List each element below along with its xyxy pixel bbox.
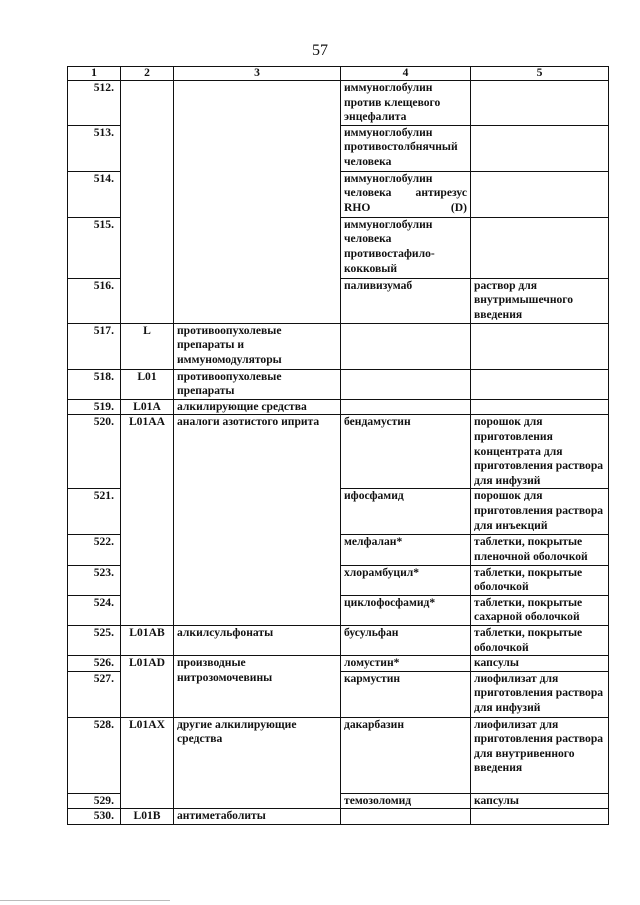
drug-name: темозоломид xyxy=(341,793,471,809)
dosage-form xyxy=(471,81,609,126)
dosage-form: таблетки, покрытые пленочной оболочкой xyxy=(471,535,609,565)
dosage-form xyxy=(471,171,609,217)
drug-name: иммуноглобулин против клещевого энцефалита xyxy=(341,81,471,126)
drug-name xyxy=(341,399,471,415)
atc-code: L01A xyxy=(121,399,174,415)
dosage-form: таблетки, покрытые сахарной оболочкой xyxy=(471,595,609,625)
dosage-form xyxy=(471,399,609,415)
dosage-form: порошок для приготовления концентрата для приготовления раствора для инфузий xyxy=(471,415,609,489)
row-number: 519. xyxy=(68,399,121,415)
row-number: 517. xyxy=(68,323,121,369)
atc-code: L01 xyxy=(121,369,174,399)
group-name: другие алкилирующие средства xyxy=(174,717,341,809)
drug-name: кармустин xyxy=(341,671,471,717)
table-row xyxy=(68,415,609,489)
group-name: антиметаболиты xyxy=(174,809,341,825)
atc-code: L xyxy=(121,323,174,369)
drug-name: ломустин* xyxy=(341,656,471,672)
row-number: 520. xyxy=(68,415,121,489)
group-name: алкилирующие средства xyxy=(174,399,341,415)
row-number: 513. xyxy=(68,125,121,171)
table-row xyxy=(68,656,609,672)
drug-table xyxy=(67,66,609,825)
drug-name: циклофосфамид* xyxy=(341,595,471,625)
drug-name: мелфалан* xyxy=(341,535,471,565)
atc-code: L01B xyxy=(121,809,174,825)
drug-name: иммуноглобулин противостолбнячный человека xyxy=(341,125,471,171)
dosage-form xyxy=(471,369,609,399)
row-number: 512. xyxy=(68,81,121,126)
drug-name: паливизумаб xyxy=(341,278,471,323)
table-row xyxy=(68,323,609,369)
header-col-3: 3 xyxy=(174,67,341,81)
row-number: 526. xyxy=(68,656,121,672)
group-name xyxy=(174,81,341,324)
drug-name xyxy=(341,323,471,369)
group-name: противоопухолевые препараты и иммуномодуляторы xyxy=(174,323,341,369)
drug-name: ифосфамид xyxy=(341,489,471,535)
header-col-2: 2 xyxy=(121,67,174,81)
dosage-form: капсулы xyxy=(471,656,609,672)
row-number: 529. xyxy=(68,793,121,809)
table-row xyxy=(68,625,609,655)
drug-name xyxy=(341,369,471,399)
table-row xyxy=(68,399,609,415)
row-number: 518. xyxy=(68,369,121,399)
atc-code: L01AB xyxy=(121,625,174,655)
drug-name: хлорамбуцил* xyxy=(341,565,471,595)
group-name: аналоги азотистого иприта xyxy=(174,415,341,626)
row-number: 525. xyxy=(68,625,121,655)
dosage-form: раствор для внутримышечного введения xyxy=(471,278,609,323)
row-number: 527. xyxy=(68,671,121,717)
dosage-form xyxy=(471,217,609,278)
dosage-form: лиофилизат для приготовления раствора для инфузий xyxy=(471,671,609,717)
group-name: производные нитрозомочевины xyxy=(174,656,341,718)
group-name: алкилсульфонаты xyxy=(174,625,341,655)
table-row xyxy=(68,369,609,399)
header-row xyxy=(68,67,609,81)
row-number: 514. xyxy=(68,171,121,217)
drug-name: бусульфан xyxy=(341,625,471,655)
dosage-form xyxy=(471,809,609,825)
row-number: 515. xyxy=(68,217,121,278)
footer-divider xyxy=(0,900,170,901)
header-col-4: 4 xyxy=(341,67,471,81)
table-row xyxy=(68,81,609,126)
atc-code xyxy=(121,81,174,324)
group-name: противоопухолевые препараты xyxy=(174,369,341,399)
table-row xyxy=(68,809,609,825)
header-col-5: 5 xyxy=(471,67,609,81)
dosage-form: порошок для приготовления раствора для инъекций xyxy=(471,489,609,535)
atc-code: L01AX xyxy=(121,717,174,809)
row-number: 528. xyxy=(68,717,121,793)
drug-name: иммуноглобулин человека антирезус RHO (D) xyxy=(341,171,471,217)
row-number: 516. xyxy=(68,278,121,323)
drug-name: иммуноглобулин человека противостафило-кокковый xyxy=(341,217,471,278)
page-number: 57 xyxy=(312,42,328,59)
row-number: 530. xyxy=(68,809,121,825)
dosage-form: капсулы xyxy=(471,793,609,809)
row-number: 524. xyxy=(68,595,121,625)
atc-code: L01AA xyxy=(121,415,174,626)
header-col-1: 1 xyxy=(68,67,121,81)
atc-code: L01AD xyxy=(121,656,174,718)
dosage-form xyxy=(471,323,609,369)
dosage-form: лиофилизат для приготовления раствора для внутривенного введения xyxy=(471,717,609,793)
dosage-form: таблетки, покрытые оболочкой xyxy=(471,565,609,595)
row-number: 522. xyxy=(68,535,121,565)
dosage-form: таблетки, покрытые оболочкой xyxy=(471,625,609,655)
drug-name: бендамустин xyxy=(341,415,471,489)
drug-name xyxy=(341,809,471,825)
row-number: 523. xyxy=(68,565,121,595)
table-row xyxy=(68,717,609,793)
row-number: 521. xyxy=(68,489,121,535)
drug-name: дакарбазин xyxy=(341,717,471,793)
dosage-form xyxy=(471,125,609,171)
